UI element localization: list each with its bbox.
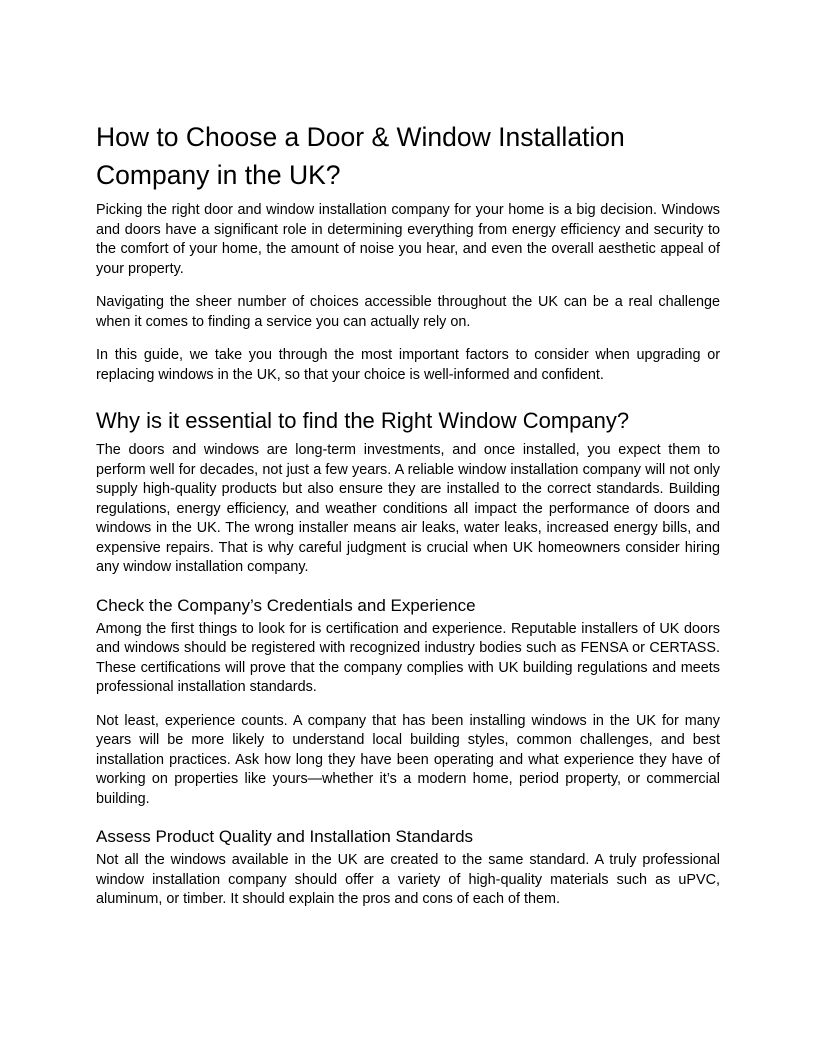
subheading-product-quality: Assess Product Quality and Installation Standards (96, 827, 474, 846)
document-title: How to Choose a Door & Window Installation Company in the UK? (96, 122, 625, 190)
section3-paragraph-1: Not all the windows available in the UK are created to the same standard. A truly professional window installation company should offer a variety of high-quality materials such as uPVC, aluminum, or timber. It should explain the pros and cons of each of them. (96, 852, 720, 907)
intro-paragraph-3: In this guide, we take you through the most important factors to consider when upgrading or replacing windows in the UK, so that your choice is well-informed and confident. (96, 347, 720, 383)
section1-paragraph-1: The doors and windows are long-term investments, and once installed, you expect them to perform well for decades, not just a few years. A reliable window installation company will not only supply high-quality products but also ensure they are installed to the correct standards. Building regulations, energy efficiency, and weather conditions all impact the performance of doors and windows in the UK. The wrong installer means air leaks, water leaks, increased energy bills, and expensive repairs. That is why careful judgment is crucial when UK homeowners consider hiring any window installation company. (96, 442, 720, 575)
intro-paragraph-1: Picking the right door and window installation company for your home is a big decision. Windows and doors have a significant role in determining everything from energy efficiency and security to the comfort of your home, the amount of noise you hear, and even the overall aesthetic appeal of your property. (96, 202, 720, 277)
section2-paragraph-2: Not least, experience counts. A company that has been installing windows in the UK for many years will be more likely to understand local building styles, common challenges, and best installation practices. Ask how long they have been operating and what experience they have of working on properties like yours—whether it’s a modern home, period property, or commercial building. (96, 712, 720, 807)
subheading-credentials-experience: Check the Company’s Credentials and Experience (96, 595, 476, 615)
document-page (96, 118, 720, 910)
section2-paragraph-1: Among the first things to look for is certification and experience. Reputable installers of UK doors and windows should be registered with recognized industry bodies such as FENSA or CERTASS. These certifications will prove that the company complies with UK building regulations and meets professional installation standards. (96, 620, 720, 695)
section-heading-right-window-company: Why is it essential to find the Right Window Company? (96, 408, 630, 433)
intro-paragraph-2: Navigating the sheer number of choices accessible throughout the UK can be a real challenge when it comes to finding a service you can actually rely on. (96, 294, 720, 330)
